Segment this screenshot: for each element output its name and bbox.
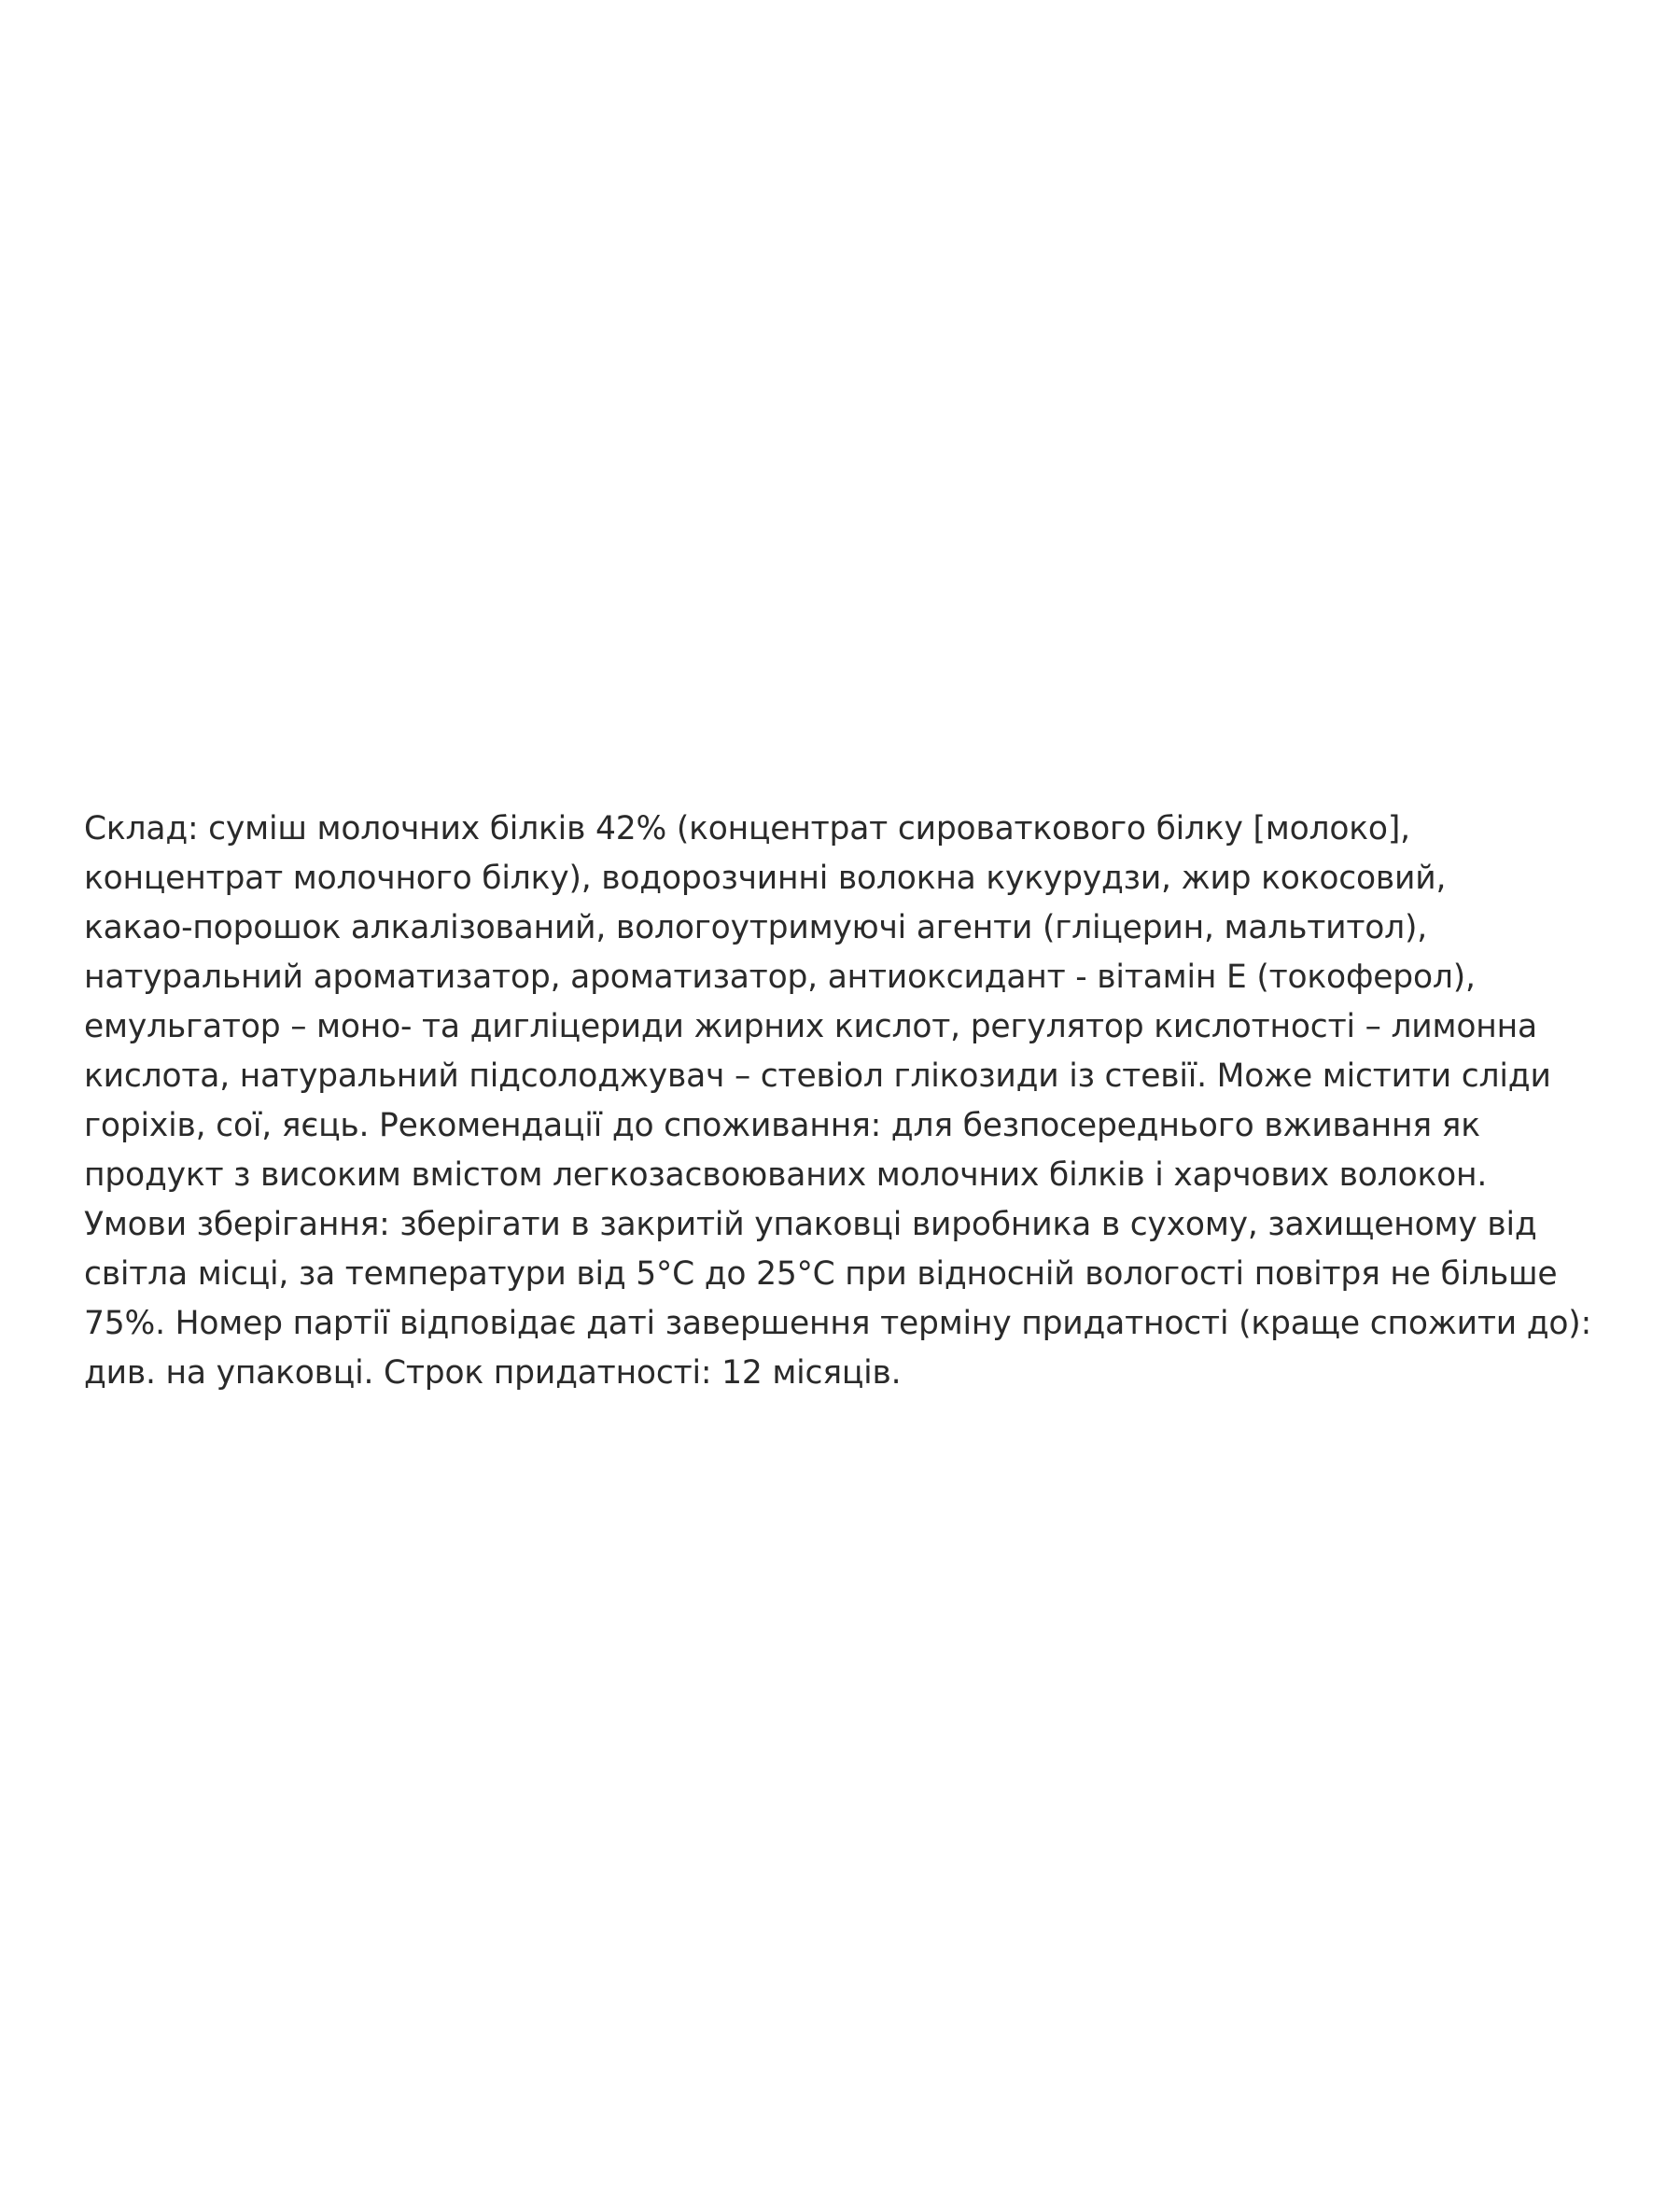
- text-line: натуральний ароматизатор, ароматизатор, антиоксидант - вітамін Е (токоферол),: [84, 959, 1476, 996]
- text-line: кислота, натуральний підсолоджувач – стевіол глікозиди із стевії. Може містити сліди: [84, 1057, 1551, 1095]
- product-composition-text: [84, 805, 1652, 1398]
- text-line: горіхів, сої, яєць. Рекомендації до споживання: для безпосереднього вживання як: [84, 1107, 1480, 1144]
- text-line: концентрат молочного білку), водорозчинні волокна кукурудзи, жир кокосовий,: [84, 860, 1447, 897]
- text-line: Склад: суміш молочних білків 42% (концентрат сироваткового білку [молоко],: [84, 810, 1410, 847]
- text-line: 75%. Номер партії відповідає даті завершення терміну придатності (краще спожити до):: [84, 1305, 1591, 1342]
- text-line: Умови зберігання: зберігати в закритій упаковці виробника в сухому, захищеному від: [84, 1206, 1537, 1243]
- text-line: какао-порошок алкалізований, вологоутримуючі агенти (гліцерин, мальтитол),: [84, 909, 1428, 946]
- text-line: емульгатор – моно- та дигліцериди жирних кислот, регулятор кислотності – лимонна: [84, 1008, 1537, 1045]
- text-line: продукт з високим вмістом легкозасвоюваних молочних білків і харчових волокон.: [84, 1156, 1488, 1194]
- text-line: світла місці, за температури від 5°С до 25°С при відносній вологості повітря не більше: [84, 1255, 1558, 1293]
- text-line: див. на упаковці. Строк придатності: 12 місяців.: [84, 1354, 902, 1392]
